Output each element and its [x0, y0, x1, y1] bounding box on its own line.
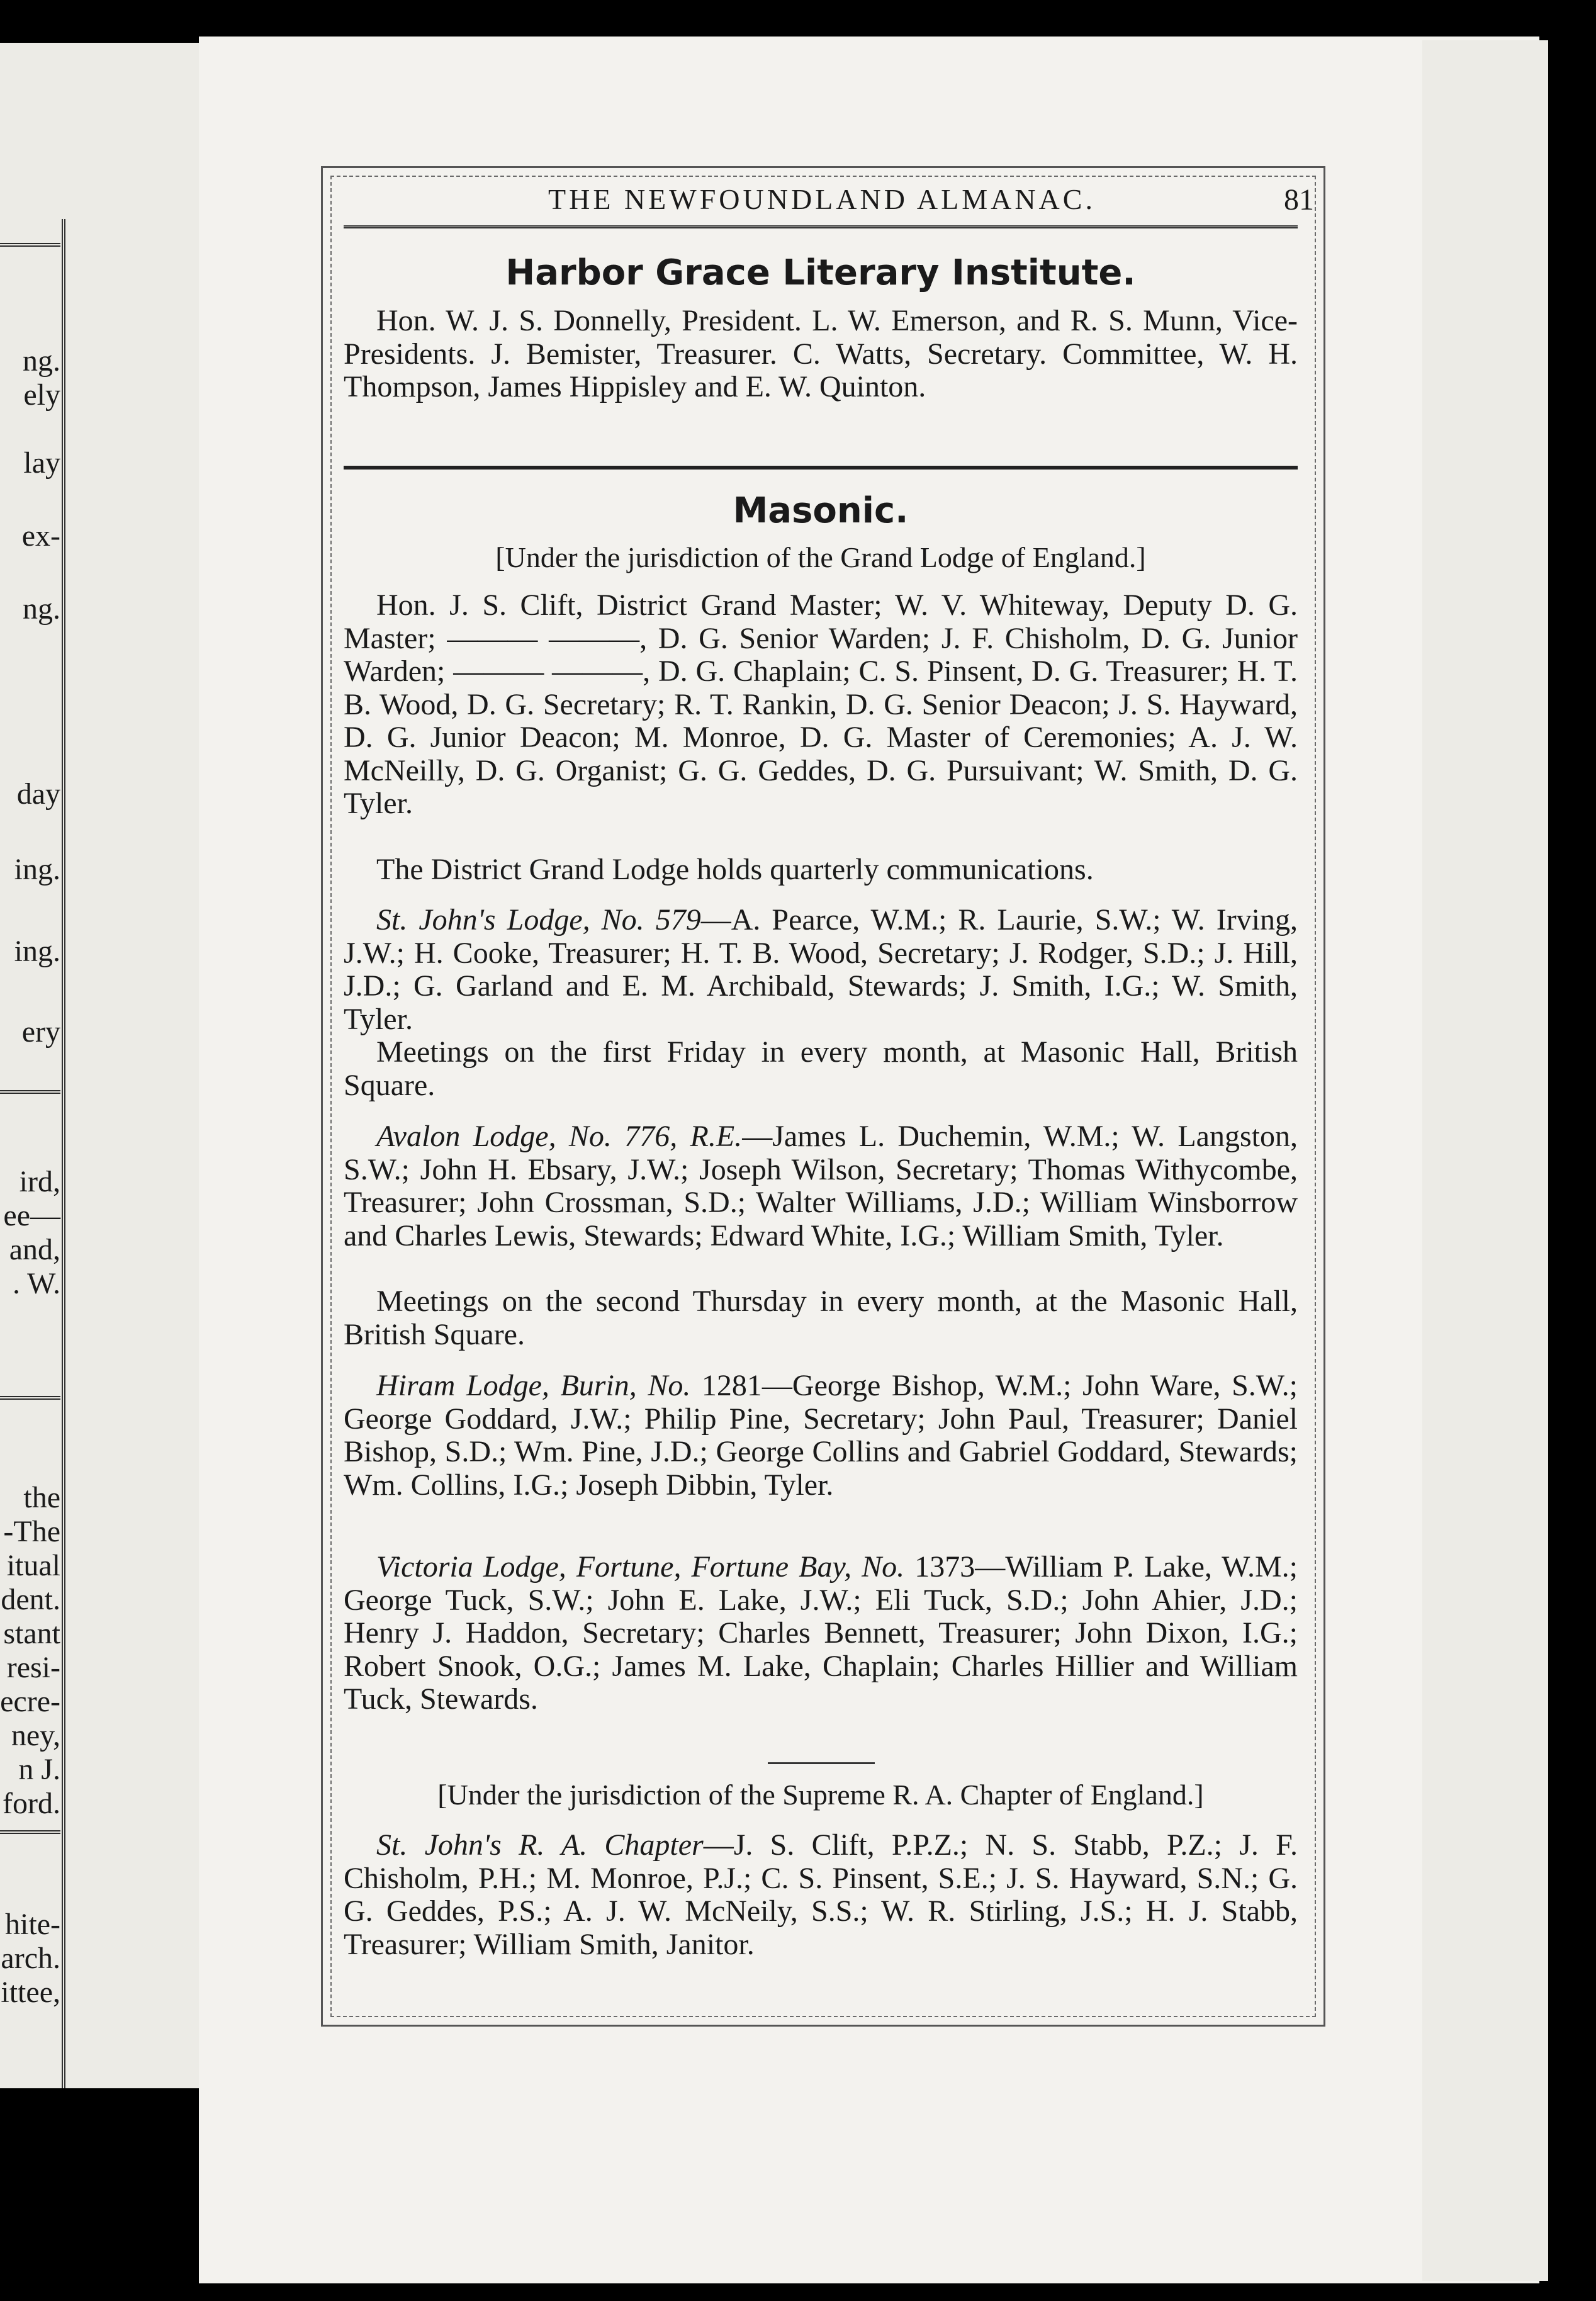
facing-text-fragment: hite-	[5, 1908, 60, 1941]
facing-text-fragment: ery	[21, 1015, 60, 1049]
facing-text-fragment: lay	[23, 446, 60, 480]
page-edge-strip	[1422, 40, 1548, 2281]
facing-text-fragment: arch.	[1, 1942, 60, 1975]
facing-text-fragment: ird,	[19, 1165, 60, 1198]
facing-text-fragment: ng.	[23, 344, 60, 378]
page-number: 81	[1284, 183, 1314, 217]
victoria-lodge-entry	[344, 1551, 1298, 1716]
hiram-lodge-entry	[344, 1370, 1298, 1502]
lodge-officers: 1373—William P. Lake, W.M.; George Tuck, S.W.; John E. Lake, J.W.; Eli Tuck, S.D.; John Ahier, J.D.; Henry J. Haddon, Secretary; Charles Bennett, Treasurer; John Dixon, I.G.; Robert Snook, O.G.; James M. Lake, Chaplain; Charles Hillier and William Tuck, Stewards.	[344, 1550, 1298, 1716]
section-divider-short	[768, 1762, 875, 1764]
st-johns-lodge-entry	[344, 904, 1298, 1036]
royal-arch-chapter-entry	[344, 1829, 1298, 1961]
facing-text-fragment: ing.	[14, 853, 60, 886]
royal-arch-jurisdiction-note: [Under the jurisdiction of the Supreme R. A. Chapter of England.]	[437, 1779, 1204, 1811]
avalon-lodge-meetings: Meetings on the second Thursday in every month, at the Masonic Hall, British Square.	[344, 1285, 1298, 1351]
lodge-name: Avalon Lodge, No. 776, R.E.	[376, 1120, 743, 1153]
lodge-name: St. John's Lodge, No. 579	[376, 903, 701, 937]
avalon-lodge-entry	[344, 1120, 1298, 1252]
facing-page-rule	[0, 1830, 60, 1834]
facing-text-fragment: resi-	[6, 1651, 60, 1684]
facing-page-rule	[0, 1090, 60, 1094]
section-heading-masonic: Masonic.	[733, 490, 909, 531]
facing-text-fragment: ford.	[3, 1787, 60, 1820]
facing-text-fragment: -The	[3, 1515, 60, 1548]
running-header	[327, 183, 1317, 224]
facing-text-fragment: ney,	[11, 1719, 60, 1752]
facing-text-fragment: stant	[3, 1617, 60, 1650]
st-johns-lodge-meetings: Meetings on the first Friday in every month, at Masonic Hall, British Square.	[344, 1035, 1298, 1102]
chapter-name: St. John's R. A. Chapter	[376, 1828, 704, 1862]
facing-page-rule	[0, 1396, 60, 1400]
facing-text-fragment: and,	[9, 1233, 60, 1266]
facing-page-rule	[0, 243, 60, 247]
district-grand-lodge-meetings: The District Grand Lodge holds quarterly communications.	[376, 853, 1094, 886]
facing-text-fragment: itual	[6, 1549, 60, 1582]
facing-text-fragment: ing.	[14, 935, 60, 968]
section-heading-harbor-grace: Harbor Grace Literary Institute.	[505, 252, 1136, 293]
lodge-name: Hiram Lodge, Burin, No.	[376, 1369, 691, 1402]
facing-text-fragment: ee—	[3, 1199, 60, 1232]
facing-text-fragment: ng.	[23, 592, 60, 626]
running-title: THE NEWFOUNDLAND ALMANAC.	[548, 183, 1096, 215]
facing-text-fragment: ex-	[21, 519, 60, 553]
lodge-officers: 1281—George Bishop, W.M.; John Ware, S.W.; George Goddard, J.W.; Philip Pine, Secretary; John Paul, Treasurer; Daniel Bishop, S.D.; Wm. Pine, J.D.; George Collins and Gabriel Goddard, Stewards; Wm. Collins, I.G.; Joseph Dibbin, Tyler.	[344, 1369, 1298, 1502]
header-rule	[344, 225, 1298, 228]
facing-text-fragment: . W.	[12, 1267, 60, 1300]
lodge-name: Victoria Lodge, Fortune, Fortune Bay, No.	[376, 1550, 905, 1584]
section-divider	[344, 466, 1298, 470]
harbor-grace-officers: Hon. W. J. S. Donnelly, President. L. W. Emerson, and R. S. Munn, Vice-Presidents. J. Bemister, Treasurer. C. Watts, Secretary. Committee, W. H. Thompson, James Hippisley and E. W. Quinton.	[344, 304, 1298, 403]
facing-text-fragment: ittee,	[1, 1976, 60, 2009]
facing-page-edge	[0, 43, 205, 2088]
facing-text-fragment: ecre-	[0, 1685, 60, 1718]
facing-text-fragment: ely	[23, 378, 60, 412]
lodge-officers: —James L. Duchemin, W.M.; W. Langston, S.W.; John H. Ebsary, J.W.; Joseph Wilson, Secretary; Thomas Withycombe, Treasurer; John Crossman, S.D.; Walter Williams, J.D.; William Winsborrow and Charles Lewis, Stewards; Edward White, I.G.; William Smith, Tyler.	[344, 1120, 1298, 1252]
facing-text-fragment: the	[23, 1481, 60, 1514]
facing-text-fragment: dent.	[1, 1583, 60, 1616]
grand-lodge-jurisdiction-note: [Under the jurisdiction of the Grand Lodge of England.]	[495, 541, 1146, 573]
chapter-officers: —J. S. Clift, P.P.Z.; N. S. Stabb, P.Z.; J. F. Chisholm, P.H.; M. Monroe, P.J.; C. S. Pinsent, S.E.; J. S. Hayward, S.N.; G. G. Geddes, P.S.; A. J. W. McNeily, S.S.; W. R. Stirling, J.S.; H. J. Stabb, Treasurer; William Smith, Janitor.	[344, 1828, 1298, 1961]
district-grand-lodge-officers: Hon. J. S. Clift, District Grand Master; W. V. Whiteway, Deputy D. G. Master; ——— ———, D. G. Senior Warden; J. F. Chisholm, D. G. Junior Warden; ——— ———, D. G. Chaplain; C. S. Pinsent, D. G. Treasurer; H. T. B. Wood, D. G. Secretary; R. T. Rankin, D. G. Senior Deacon; J. S. Hayward, D. G. Junior Deacon; M. Monroe, D. G. Master of Ceremonies; A. J. W. McNeilly, D. G. Organist; G. G. Geddes, D. G. Pursuivant; W. Smith, D. G. Tyler.	[344, 588, 1298, 820]
facing-text-fragment: day	[16, 777, 60, 811]
facing-text-fragment: n J.	[18, 1753, 60, 1786]
lodge-officers: —A. Pearce, W.M.; R. Laurie, S.W.; W. Irving, J.W.; H. Cooke, Treasurer; H. T. B. Wood, Secretary; J. Rodger, S.D.; J. Hill, J.D.; G. Garland and E. M. Archibald, Stewards; J. Smith, I.G.; W. Smith, Tyler.	[344, 903, 1298, 1036]
